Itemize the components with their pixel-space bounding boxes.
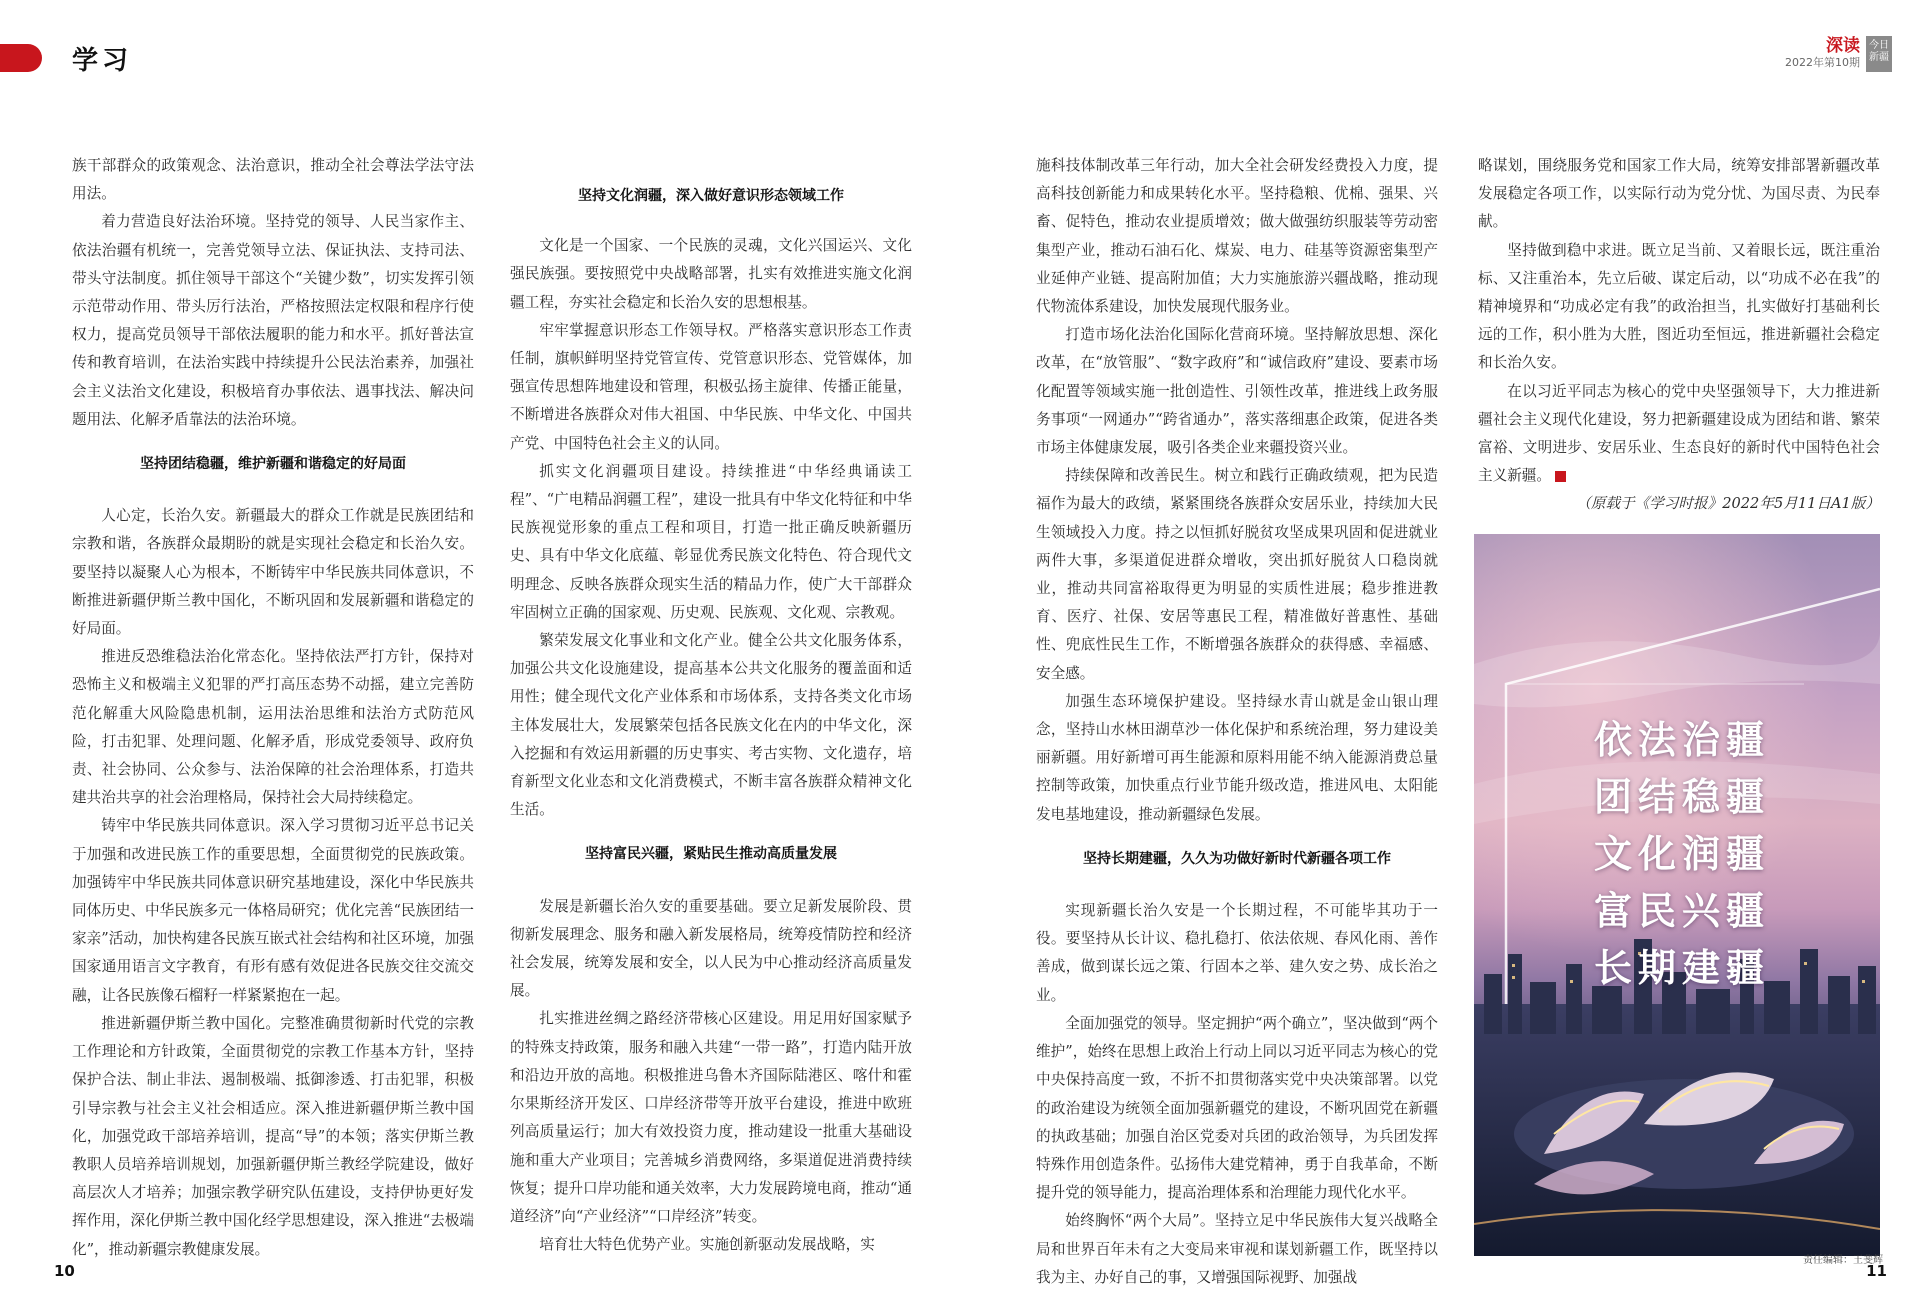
paragraph: 始终胸怀“两个大局”。坚持立足中华民族伟大复兴战略全局和世界百年未有之大变局来审视和谋划新疆工作，既坚持以我为主、办好自己的事，又增强国际视野、加强战 [1036,1212,1438,1286]
paragraph: 略谋划，围绕服务党和国家工作大局，统筹安排部署新疆改革发展稳定各项工作，以实际行动为党分忧、为国尽责、为民奉献。 [1478,157,1880,231]
section-tab-marker [0,44,42,72]
issue-number: 2022年第10期 [1785,56,1860,69]
paragraph: 人心定，长治久安。新疆最大的群众工作就是民族团结和宗教和谐，各族群众最期盼的就是实现社会稳定和长治久安。要坚持以凝聚人心为根本，不断铸牢中华民族共同体意识，不断推进新疆伊斯兰教中国化，不断巩固和发展新疆和谐稳定的好局面。 [72,507,474,638]
paragraph: 发展是新疆长治久安的重要基础。要立足新发展阶段、贯彻新发展理念、服务和融入新发展格局，统筹疫情防控和经济社会发展，统筹发展和安全，以人民为中心推动经济高质量发展。 [510,897,912,1000]
article-column-1 [72,152,474,1264]
paragraph: 着力营造良好法治环境。坚持党的领导、人民当家作主、依法治疆有机统一，完善党领导立法、保证执法、支持司法、带头守法制度。抓住领导干部这个“关键少数”，切实发挥引领示范带动作用、带头厉行法治，严格按照法定权限和程序行使权力，提高党员领导干部依法履职的能力和水平。抓好普法宣传和教育培训，在法治实践中持续提升公民法治素养，加强社会主义法治文化建设，积极培育办事依法、遇事找法、解决问题用法、化解矛盾靠法的法治环境。 [72,213,474,428]
section-title: 学习 [72,46,133,76]
paragraph: 实现新疆长治久安是一个长期过程，不可能毕其功于一役。要坚持从长计议、稳扎稳打、依法依规、春风化雨、善作善成，做到谋长远之策、行固本之举、建久安之势、成长治之业。 [1036,902,1438,1004]
paragraph: 打造市场化法治化国际化营商环境。坚持解放思想、深化改革，在“放管服”、“数字政府”和“诚信政府”建设、要素市场化配置等领域实施一批创造性、引领性改革，推进线上政务服务事项“一网通办”“跨省通办”，落实落细惠企政策，促进各类市场主体健康发展，吸引各类企业来疆投资兴业。 [1036,326,1438,457]
paragraph: 坚持做到稳中求进。既立足当前、又着眼长远，既注重治标、又注重治本，先立后破、谋定后动，以“功成不必在我”的精神境界和“功成必定有我”的政治担当，扎实做好打基础利长远的工作，积小胜为大胜，图近功至恒远，推进新疆社会稳定和长治久安。 [1478,241,1880,372]
paragraph-text: 在以习近平同志为核心的党中央坚强领导下，大力推进新疆社会主义现代化建设，努力把新疆建设成为团结和谐、繁荣富裕、文明进步、安居乐业、生态良好的新时代中国特色社会主义新疆。 [1478,382,1880,485]
article-column-2 [510,152,912,1259]
paragraph: 全面加强党的领导。坚定拥护“两个确立”，坚决做到“两个维护”，始终在思想上政治上行动上同以习近平同志为核心的党中央保持高度一致，不折不扣贯彻落实党中央决策部署。以党的政治建设为统领全面加强新疆党的建设，不断巩固党在新疆的执政基础；加强自治区党委对兵团的政治领导，为兵团发挥特殊作用创造条件。弘扬伟大建党精神，勇于自我革命，不断提升党的领导能力，提高治理体系和治理能力现代化水平。 [1036,1014,1438,1202]
paragraph: 文化是一个国家、一个民族的灵魂，文化兴国运兴、文化强民族强。要按照党中央战略部署，扎实有效推进实施文化润疆工程，夯实社会稳定和长治久安的思想根基。 [510,237,912,311]
slogan-line: 文化润疆 [1594,832,1771,876]
paragraph: 繁荣发展文化事业和文化产业。健全公共文化服务体系，加强公共文化设施建设，提高基本公共文化服务的覆盖面和适用性；健全现代文化产业体系和市场体系，支持各类文化市场主体发展壮大，发展繁荣包括各民族文化在内的中华文化，深入挖掘和有效运用新疆的历史事实、考古实物、文化遗存，培育新型文化业态和文化消费模式，不断丰富各族群众精神文化生活。 [510,632,912,819]
slogan-block [1594,712,1770,997]
column-brand: 深读 [1826,36,1860,56]
section-heading: 坚持长期建疆，久久为功做好新时代新疆各项工作 [1083,850,1391,867]
source-note: （原载于《学习时报》2022年5月11日A1版） [1576,495,1880,513]
closing-paragraph [1478,378,1880,491]
paragraph: 族干部群众的政策观念、法治意识，推动全社会尊法学法守法用法。 [72,157,474,203]
paragraph: 扎实推进丝绸之路经济带核心区建设。用足用好国家赋予的特殊支持政策，服务和融入共建“一带一路”，打造内陆开放和沿边开放的高地。积极推进乌鲁木齐国际陆港区、喀什和霍尔果斯经济开发区、口岸经济带等开放平台建设，推进中欧班列高质量运行；加大有效投资力度，推动建设一批重大基础设施和重大产业项目；完善城乡消费网络，多渠道促进消费持续恢复；提升口岸功能和通关效率，大力发展跨境电商，推动“通道经济”向“产业经济”“口岸经济”转变。 [510,1010,912,1225]
paragraph: 牢牢掌握意识形态工作领导权。严格落实意识形态工作责任制，旗帜鲜明坚持党管宣传、党管意识形态、党管媒体，加强宣传思想阵地建设和管理，积极弘扬主旋律、传播正能量，不断增进各族群众对伟大祖国、中华民族、中华文化、中国共产党、中国特色社会主义的认同。 [510,321,912,452]
article-column-3 [1036,152,1438,1292]
article-column-4 [1478,152,1880,519]
slogan-line: 团结稳疆 [1594,775,1771,819]
section-heading: 坚持团结稳疆，维护新疆和谐稳定的好局面 [140,456,406,473]
paragraph: 加强生态环境保护建设。坚持绿水青山就是金山银山理念，坚持山水林田湖草沙一体化保护和系统治理，努力建设美丽新疆。用好新增可再生能源和原料用能不纳入能源消费总量控制等政策，加快重点行业节能升级改造，推进风电、太阳能发电基地建设，推动新疆绿色发展。 [1036,692,1438,823]
end-of-article-icon [1555,471,1566,482]
editor-credit: 责任编辑：王斐辉 [1803,1255,1883,1266]
city-night-photo [1474,534,1880,1256]
page-number-left: 10 [54,1262,75,1280]
slogan-line: 长期建疆 [1594,946,1771,990]
slogan-line: 依法治疆 [1594,718,1771,762]
paragraph: 铸牢中华民族共同体意识。深入学习贯彻习近平总书记关于加强和改进民族工作的重要思想，全面贯彻党的民族政策。加强铸牢中华民族共同体意识研究基地建设，深化中华民族共同体历史、中华民族多元一体格局研究；优化完善“民族团结一家亲”活动，加快构建各民族互嵌式社会结构和社区环境，加强国家通用语言文字教育，有形有感有效促进各民族交往交流交融，让各民族像石榴籽一样紧紧抱在一起。 [72,817,474,1004]
paragraph: 施科技体制改革三年行动，加大全社会研发经费投入力度，提高科技创新能力和成果转化水平。坚持稳粮、优棉、强果、兴畜、促特色，推动农业提质增效；做大做强纺织服装等劳动密集型产业，推动石油石化、煤炭、电力、硅基等资源密集型产业延伸产业链、提高附加值；大力实施旅游兴疆战略，推动现代物流体系建设，加快发展现代服务业。 [1036,157,1438,316]
slogan-line: 富民兴疆 [1594,889,1771,933]
magazine-masthead [1785,36,1892,72]
paragraph: 持续保障和改善民生。树立和践行正确政绩观，把为民造福作为最大的政绩，紧紧围绕各族群众安居乐业，持续加大民生领域投入力度。持之以恒抓好脱贫攻坚成果巩固和促进就业两件大事，多渠道促进群众增收，突出抓好脱贫人口稳岗就业，推动共同富裕取得更为明显的实质性进展；稳步推进教育、医疗、社保、安居等惠民工程，精准做好普惠性、基础性、兜底性民生工作，不断增强各族群众的获得感、幸福感、安全感。 [1036,467,1438,682]
paragraph: 抓实文化润疆项目建设。持续推进“中华经典诵读工程”、“广电精品润疆工程”，建设一批具有中华文化特征和中华民族视觉形象的重点工程和项目，打造一批正确反映新疆历史、具有中华文化底蕴、彰显优秀民族文化特色、符合现代文明理念、反映各族群众现实生活的精品力作，使广大干部群众牢固树立正确的国家观、历史观、民族观、文化观、宗教观。 [510,462,912,621]
section-heading: 坚持富民兴疆，紧贴民生推动高质量发展 [585,846,837,863]
magazine-logo: 今日新疆 [1866,36,1892,72]
paragraph: 培育壮大特色优势产业。实施创新驱动发展战略，实 [539,1236,875,1254]
page-number-right: 11 [1866,1262,1887,1280]
paragraph: 推进新疆伊斯兰教中国化。完整准确贯彻新时代党的宗教工作理论和方针政策，全面贯彻党的宗教工作基本方针，坚持保护合法、制止非法、遏制极端、抵御渗透、打击犯罪，积极引导宗教与社会主义社会相适应。深入推进新疆伊斯兰教中国化，加强党政干部培养培训，提高“导”的本领；落实伊斯兰教教职人员培养培训规划，加强新疆伊斯兰教经学院建设，做好高层次人才培养；加强宗教学研究队伍建设，支持伊协更好发挥作用，深化伊斯兰教中国化经学思想建设，深入推进“去极端化”，推动新疆宗教健康发展。 [72,1014,474,1258]
section-heading: 坚持文化润疆，深入做好意识形态领域工作 [578,188,844,204]
paragraph: 推进反恐维稳法治化常态化。坚持依法严打方针，保持对恐怖主义和极端主义犯罪的严打高压态势不动摇，建立完善防范化解重大风险隐患机制，运用法治思维和法治方式防范风险，打击犯罪、处理问题、化解矛盾，形成党委领导、政府负责、社会协同、公众参与、法治保障的社会治理体系，打造共建共治共享的社会治理格局，保持社会大局持续稳定。 [72,648,474,807]
